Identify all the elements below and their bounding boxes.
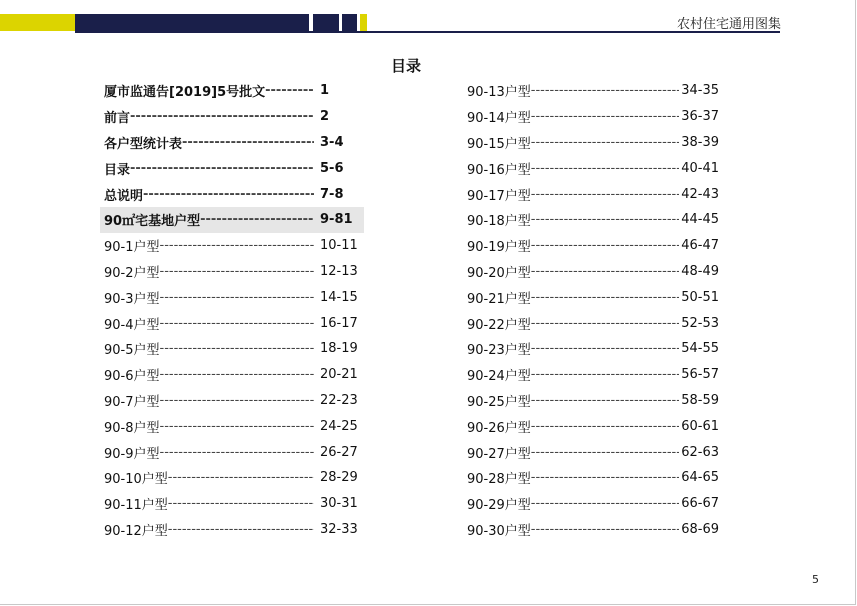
- toc-entry[interactable]: [100, 388, 364, 414]
- toc-entry-pages: 64-65: [681, 470, 719, 486]
- toc-entry-label: 目录: [104, 162, 131, 178]
- toc-entry[interactable]: [100, 233, 364, 259]
- toc-entry[interactable]: [100, 465, 364, 491]
- toc-entry-label: 90-28户型: [467, 472, 531, 488]
- toc-entry-pages: 24-25: [320, 418, 358, 434]
- toc-entry-label: 厦市监通告[2019]5号批文: [104, 85, 266, 101]
- toc-entry-pages: 18-19: [320, 341, 358, 357]
- toc-entry-pages: 44-45: [681, 212, 719, 228]
- toc-entry-label: 90-14户型: [467, 111, 531, 127]
- header-yellow-bar: [0, 14, 75, 31]
- toc-entry-label: 90-22户型: [467, 317, 531, 333]
- toc-entry[interactable]: [463, 104, 723, 130]
- toc-leader-dots: [531, 109, 679, 124]
- toc-leader-dots: [130, 109, 314, 124]
- toc-entry[interactable]: [100, 181, 364, 207]
- toc-entry[interactable]: [463, 388, 723, 414]
- toc-entry-label: 各户型统计表: [104, 136, 183, 152]
- page-number: 5: [812, 573, 819, 586]
- toc-entry[interactable]: [463, 155, 723, 181]
- toc-entry-label: 90-7户型: [104, 394, 160, 410]
- toc-entry[interactable]: [100, 491, 364, 517]
- toc-entry-label: 90-19户型: [467, 240, 531, 256]
- toc-leader-dots: [160, 393, 314, 408]
- toc-entry-pages: 7-8: [320, 186, 344, 202]
- toc-entry[interactable]: [463, 310, 723, 336]
- toc-entry[interactable]: [463, 233, 723, 259]
- toc-leader-dots: [130, 161, 314, 176]
- toc-entry-label: 90-26户型: [467, 420, 531, 436]
- toc-leader-dots: [160, 290, 314, 305]
- toc-entry[interactable]: [463, 336, 723, 362]
- toc-leader-dots: [531, 212, 679, 227]
- header-yellow-tick: [360, 14, 367, 31]
- toc-entry[interactable]: [100, 413, 364, 439]
- toc-leader-dots: [160, 419, 314, 434]
- toc-leader-dots: [160, 341, 314, 356]
- toc-leader-dots: [265, 83, 314, 98]
- toc-entry-pages: 58-59: [681, 392, 719, 408]
- toc-entry-label: 90-30户型: [467, 523, 531, 539]
- toc-entry-label: 90-9户型: [104, 446, 160, 462]
- toc-entry[interactable]: [463, 130, 723, 156]
- toc-leader-dots: [200, 212, 314, 227]
- toc-entry-label: 前言: [104, 111, 131, 127]
- toc-entry-label: 90-23户型: [467, 343, 531, 359]
- toc-leader-dots: [531, 522, 679, 537]
- toc-entry-pages: 30-31: [320, 496, 358, 512]
- toc-entry-pages: 68-69: [681, 521, 719, 537]
- toc-entry-label: 总说明: [104, 188, 144, 204]
- toc-leader-dots: [531, 161, 679, 176]
- toc-entry[interactable]: [100, 155, 364, 181]
- toc-entry-pages: 62-63: [681, 444, 719, 460]
- toc-entry-label: 90-12户型: [104, 523, 168, 539]
- toc-entry[interactable]: [100, 517, 364, 543]
- toc-entry-label: 90-2户型: [104, 265, 160, 281]
- toc-leader-dots: [168, 470, 314, 485]
- toc-entry-pages: 50-51: [681, 289, 719, 305]
- toc-entry-label: 90-29户型: [467, 498, 531, 514]
- toc-leader-dots: [531, 367, 679, 382]
- toc-entry-label: 90-17户型: [467, 188, 531, 204]
- toc-entry[interactable]: [100, 104, 364, 130]
- toc-heading: 目录: [390, 57, 421, 75]
- toc-entry[interactable]: [463, 259, 723, 285]
- toc-entry-pages: 2: [320, 109, 330, 125]
- toc-entry-label: 90-15户型: [467, 136, 531, 152]
- toc-entry-pages: 36-37: [681, 109, 719, 125]
- toc-entry-pages: 14-15: [320, 289, 358, 305]
- toc-leader-dots: [182, 135, 314, 150]
- toc-leader-dots: [531, 135, 679, 150]
- toc-entry-label: 90-13户型: [467, 85, 531, 101]
- toc-entry[interactable]: [463, 517, 723, 543]
- toc-entry-label: 90-4户型: [104, 317, 160, 333]
- toc-entry-label: 90-21户型: [467, 291, 531, 307]
- toc-leader-dots: [160, 316, 314, 331]
- toc-entry-pages: 22-23: [320, 392, 358, 408]
- toc-leader-dots: [168, 522, 314, 537]
- toc-leader-dots: [160, 445, 314, 460]
- toc-entry[interactable]: [463, 413, 723, 439]
- toc-entry[interactable]: [463, 207, 723, 233]
- toc-entry-pages: 60-61: [681, 418, 719, 434]
- toc-entry-pages: 5-6: [320, 160, 344, 176]
- toc-entry-pages: 20-21: [320, 367, 358, 383]
- toc-entry-label: 90-1户型: [104, 240, 160, 256]
- toc-entry[interactable]: [463, 78, 723, 104]
- toc-leader-dots: [160, 238, 314, 253]
- toc-entry-label: 90-10户型: [104, 472, 168, 488]
- toc-entry[interactable]: [463, 284, 723, 310]
- toc-entry[interactable]: [100, 207, 364, 233]
- toc-leader-dots: [168, 496, 314, 511]
- toc-left-column: [100, 78, 364, 542]
- toc-entry[interactable]: [463, 465, 723, 491]
- toc-entry-pages: 40-41: [681, 160, 719, 176]
- toc-entry-label: 90-25户型: [467, 394, 531, 410]
- toc-leader-dots: [531, 264, 679, 279]
- toc-leader-dots: [531, 445, 679, 460]
- toc-leader-dots: [531, 187, 679, 202]
- header-navy-square: [313, 14, 339, 31]
- toc-leader-dots: [531, 341, 679, 356]
- toc-leader-dots: [531, 316, 679, 331]
- toc-leader-dots: [531, 470, 679, 485]
- toc-entry-label: 90-6户型: [104, 369, 160, 385]
- toc-entry[interactable]: [100, 284, 364, 310]
- toc-entry-pages: 26-27: [320, 444, 358, 460]
- toc-entry-pages: 32-33: [320, 521, 358, 537]
- toc-entry[interactable]: [463, 439, 723, 465]
- toc-entry-label: 90-3户型: [104, 291, 160, 307]
- toc-entry-label: 90-24户型: [467, 369, 531, 385]
- toc-entry-pages: 28-29: [320, 470, 358, 486]
- document-title: 农村住宅通用图集: [676, 17, 781, 32]
- toc-entry-pages: 38-39: [681, 134, 719, 150]
- toc-entry-pages: 56-57: [681, 367, 719, 383]
- toc-entry[interactable]: [100, 130, 364, 156]
- toc-entry[interactable]: [100, 362, 364, 388]
- toc-leader-dots: [531, 290, 679, 305]
- toc-entry[interactable]: [100, 336, 364, 362]
- toc-entry[interactable]: [463, 362, 723, 388]
- header-navy-square-small: [342, 14, 357, 31]
- toc-entry[interactable]: [100, 78, 364, 104]
- toc-entry-pages: 54-55: [681, 341, 719, 357]
- toc-entry-label: 90-20户型: [467, 265, 531, 281]
- toc-leader-dots: [531, 393, 679, 408]
- toc-entry-label: 90-11户型: [104, 498, 168, 514]
- toc-entry-label: 90-27户型: [467, 446, 531, 462]
- toc-leader-dots: [531, 238, 679, 253]
- toc-leader-dots: [160, 264, 314, 279]
- toc-leader-dots: [531, 496, 679, 511]
- toc-entry-label: 90㎡宅基地户型: [104, 214, 201, 230]
- toc-entry-pages: 3-4: [320, 134, 344, 150]
- toc-entry-pages: 9-81: [320, 212, 353, 228]
- header-rule: [75, 31, 780, 33]
- toc-leader-dots: [531, 419, 679, 434]
- toc-entry-pages: 1: [320, 83, 330, 99]
- toc-entry-pages: 34-35: [681, 83, 719, 99]
- header-navy-bar: [75, 14, 309, 31]
- toc-entry-label: 90-16户型: [467, 162, 531, 178]
- toc-entry-pages: 10-11: [320, 238, 358, 254]
- toc-entry-pages: 52-53: [681, 315, 719, 331]
- toc-entry-pages: 12-13: [320, 263, 358, 279]
- toc-leader-dots: [531, 83, 679, 98]
- toc-entry-pages: 66-67: [681, 496, 719, 512]
- toc-leader-dots: [143, 187, 314, 202]
- toc-entry-label: 90-5户型: [104, 343, 160, 359]
- toc-entry[interactable]: [100, 310, 364, 336]
- toc-entry[interactable]: [463, 491, 723, 517]
- toc-entry[interactable]: [100, 259, 364, 285]
- toc-right-column: [463, 78, 723, 542]
- toc-entry-pages: 48-49: [681, 263, 719, 279]
- toc-entry-pages: 46-47: [681, 238, 719, 254]
- toc-entry[interactable]: [463, 181, 723, 207]
- toc-entry-label: 90-8户型: [104, 420, 160, 436]
- toc-entry-pages: 16-17: [320, 315, 358, 331]
- toc-entry-pages: 42-43: [681, 186, 719, 202]
- toc-leader-dots: [160, 367, 314, 382]
- toc-entry-label: 90-18户型: [467, 214, 531, 230]
- toc-entry[interactable]: [100, 439, 364, 465]
